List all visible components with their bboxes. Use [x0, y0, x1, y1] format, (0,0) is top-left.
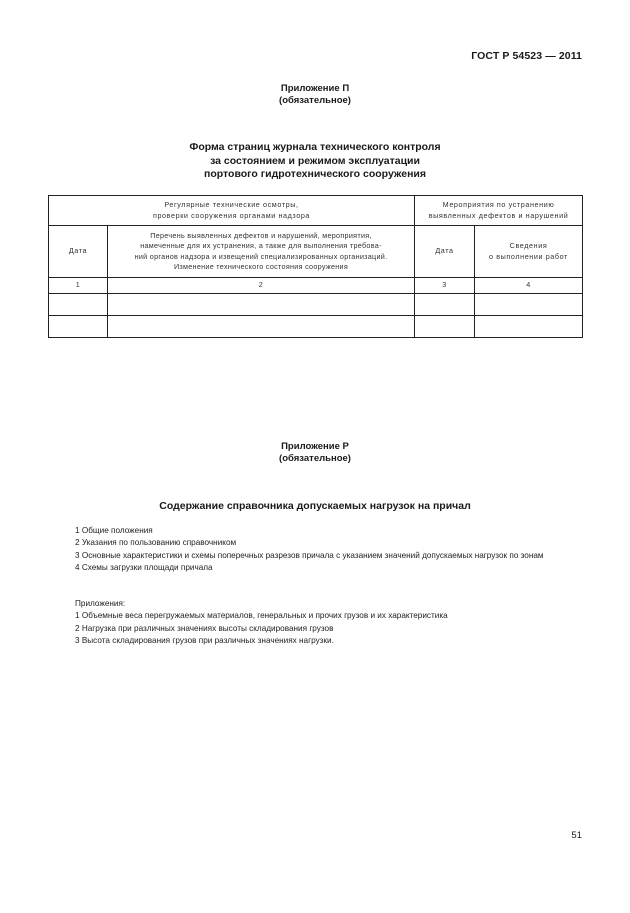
contents-list: [48, 525, 582, 575]
table-cell: [415, 294, 475, 316]
table-cell: [475, 294, 583, 316]
appendix-r-heading: Содержание справочника допускаемых нагрузок на причал: [159, 500, 471, 512]
group-header-inspections: Регулярные технические осмотры, проверки сооружения органами надзора: [49, 196, 415, 226]
column-number: 2: [108, 278, 415, 294]
column-header-work-info: Сведения о выполнении работ: [475, 226, 583, 278]
appendix-p-title: Приложение П: [280, 83, 350, 94]
list-item: 3 Основные характеристики и схемы поперечных разрезов причала с указанием значений допускаемых нагрузок по зонам: [75, 550, 544, 560]
column-header-defects-list: Перечень выявленных дефектов и нарушений, мероприятия, намеченные для их устранения, а также для выполнения требова- ний органов надзора и извещений специализированных организаций. Изменение технического состояния сооружения: [108, 226, 415, 278]
table-header-row: [49, 226, 583, 278]
column-number: 3: [415, 278, 475, 294]
table-cell: [108, 316, 415, 338]
list-item: 2 Нагрузка при различных значениях высоты складирования грузов: [75, 623, 334, 633]
form-title-line: за состоянием и режимом эксплуатации: [210, 154, 420, 167]
table-cell: [49, 294, 108, 316]
appendix-r-status: (обязательное): [279, 453, 351, 464]
column-numbers-row: [49, 278, 583, 294]
table-row: [49, 316, 583, 338]
journal-table: [48, 195, 583, 338]
list-item: 1 Общие положения: [75, 526, 153, 535]
table-cell: [108, 294, 415, 316]
document-code: ГОСТ Р 54523 — 2011: [471, 50, 582, 62]
list-item: 2 Указания по пользованию справочником: [75, 538, 237, 548]
list-item: 1 Объемные веса перегружаемых материалов, генеральных и прочих грузов и их характеристика: [75, 611, 448, 621]
group-header-measures: Мероприятия по устранению выявленных дефектов и нарушений: [415, 196, 583, 226]
table-row: [49, 294, 583, 316]
form-title-line: портового гидротехнического сооружения: [204, 168, 426, 180]
column-header-date: Дата: [49, 226, 108, 278]
annex-list: [48, 598, 582, 648]
appendix-r-title: Приложение Р: [281, 441, 349, 452]
page-number: 51: [571, 830, 582, 841]
table-cell: [475, 316, 583, 338]
appendix-p-header: [0, 83, 630, 107]
appendix-r-header: [0, 441, 630, 465]
list-item: 3 Высота складирования грузов при различных значениях нагрузки.: [75, 636, 334, 646]
column-number: 4: [475, 278, 583, 294]
list-item: 4 Схемы загрузки площади причала: [75, 563, 213, 573]
table-header-row: [49, 196, 583, 226]
column-header-date-2: Дата: [415, 226, 475, 278]
form-title: [0, 141, 630, 182]
table-cell: [415, 316, 475, 338]
column-number: 1: [49, 278, 108, 294]
table-cell: [49, 316, 108, 338]
form-title-line: Форма страниц журнала технического контроля: [189, 141, 441, 153]
appendix-p-status: (обязательное): [279, 95, 351, 106]
annex-label: Приложения:: [75, 599, 126, 608]
